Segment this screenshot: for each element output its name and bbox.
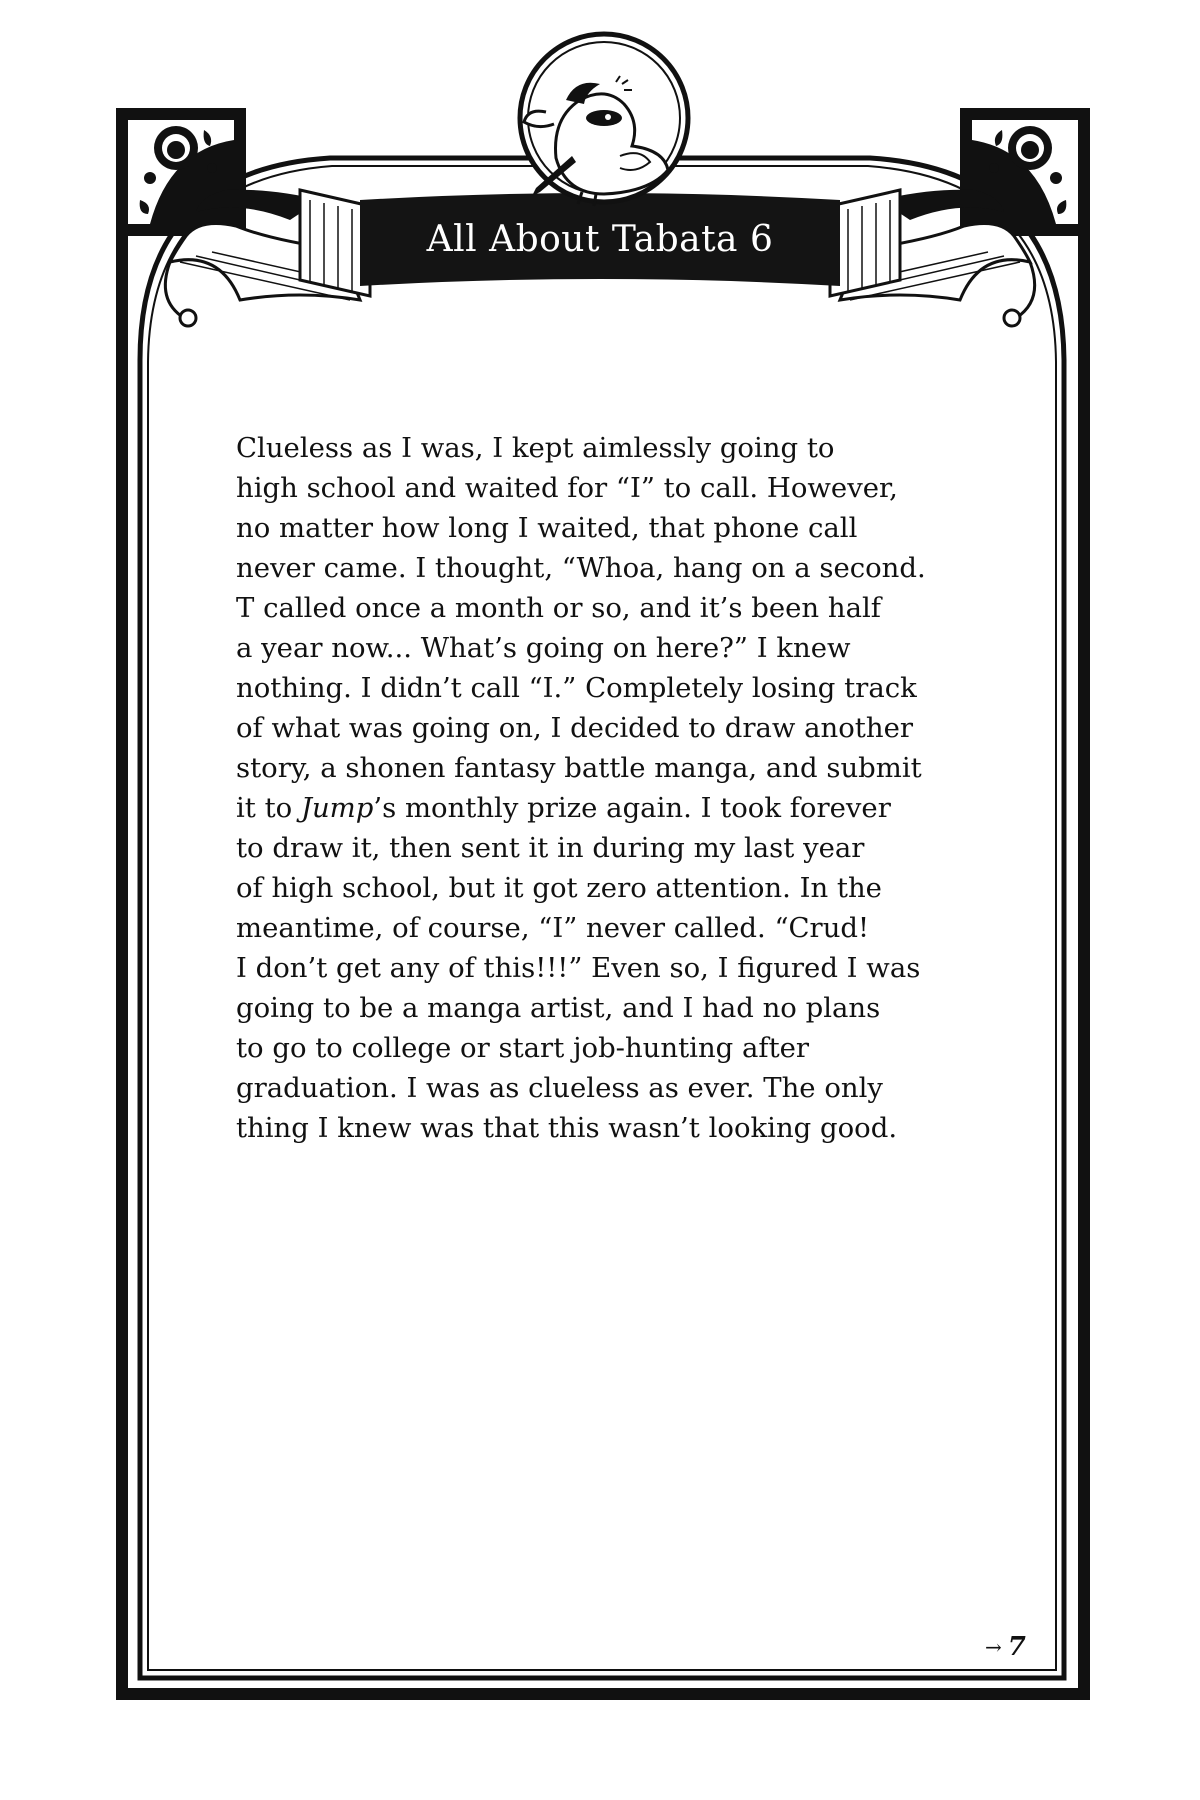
text-line: a year now... What’s going on here?” I knew — [236, 632, 851, 664]
text-line: no matter how long I waited, that phone call — [236, 512, 858, 544]
text-line: to draw it, then sent it in during my last year — [236, 832, 865, 864]
jump-prefix: it to — [236, 792, 301, 824]
text-line-jump — [236, 788, 966, 828]
ornament-top-right — [960, 108, 1090, 236]
next-page-number: 7 — [1007, 1632, 1026, 1662]
text-line: of what was going on, I decided to draw another — [236, 712, 913, 744]
text-line: graduation. I was as clueless as ever. The only — [236, 1072, 883, 1104]
text-line: high school and waited for “I” to call. However, — [236, 472, 898, 504]
ornament-top-left — [116, 108, 246, 236]
text-line: Clueless as I was, I kept aimlessly going to — [236, 432, 835, 464]
text-line: I don’t get any of this!!!” Even so, I figured I was — [236, 952, 921, 984]
text-line: thing I knew was that this wasn’t looking good. — [236, 1112, 898, 1144]
text-line: nothing. I didn’t call “I.” Completely losing track — [236, 672, 917, 704]
continue-indicator — [985, 1632, 1055, 1662]
text-line: meantime, of course, “I” never called. “Crud! — [236, 912, 870, 944]
text-line: story, a shonen fantasy battle manga, and submit — [236, 752, 922, 784]
text-line: to go to college or start job-hunting after — [236, 1032, 810, 1064]
magazine-title: Jump — [300, 792, 374, 824]
text-line: T called once a month or so, and it’s been half — [236, 592, 881, 624]
text-line: never came. I thought, “Whoa, hang on a second. — [236, 552, 926, 584]
text-line: going to be a manga artist, and I had no plans — [236, 992, 881, 1024]
text-line: of high school, but it got zero attention. In the — [236, 872, 882, 904]
arrow-right-icon: → — [985, 1635, 1002, 1659]
jump-suffix: ’s monthly prize again. I took forever — [373, 792, 891, 824]
body-paragraph — [236, 428, 966, 1148]
page-title: All About Tabata 6 — [426, 219, 774, 260]
